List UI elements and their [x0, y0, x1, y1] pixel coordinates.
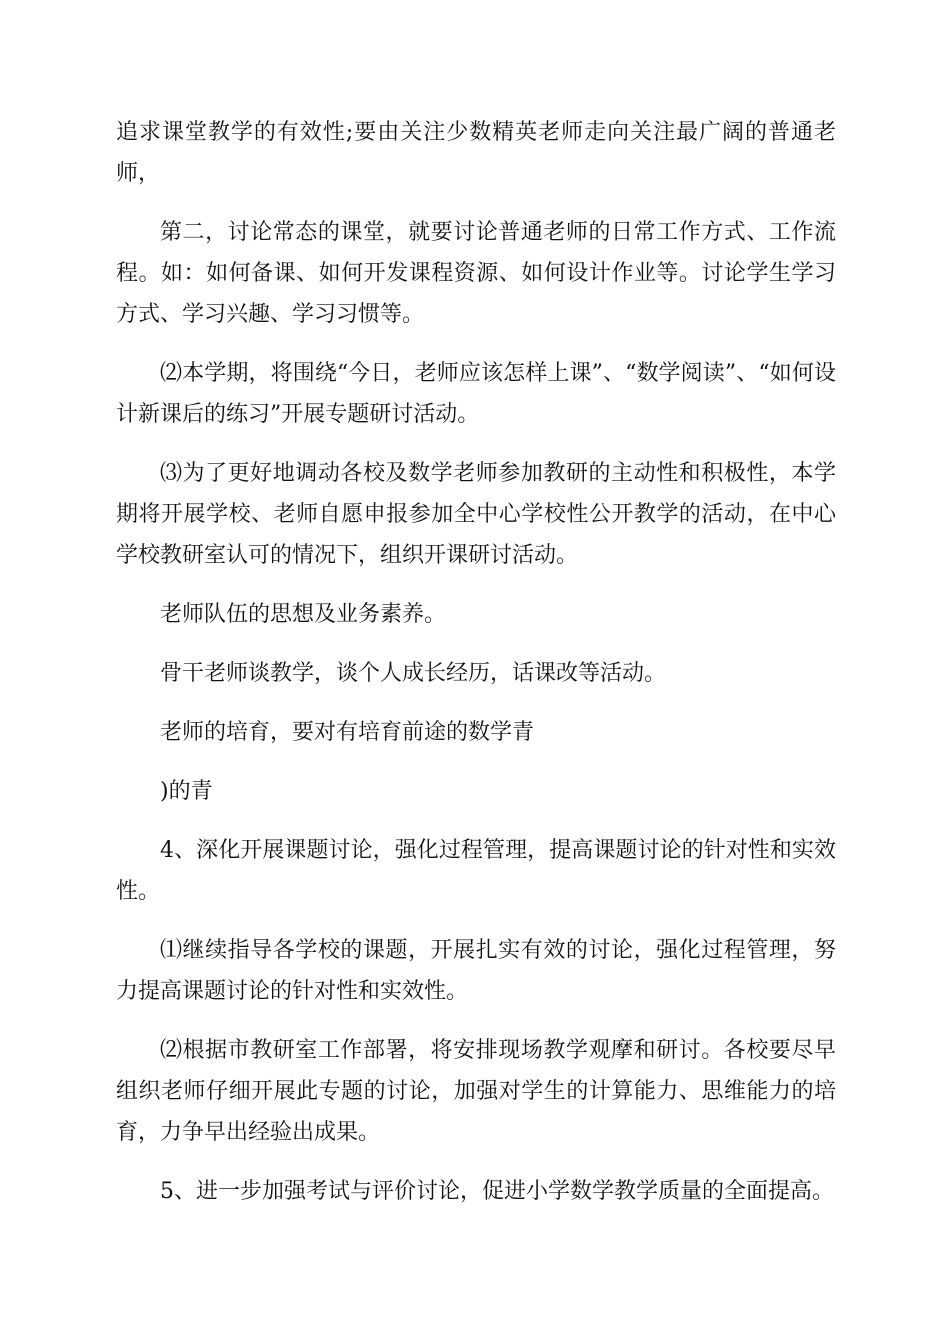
paragraph-5: 老师队伍的思想及业务素养。	[160, 602, 447, 627]
paragraph-1: 追求课堂教学的有效性;要由关注少数精英老师走向关注最广阔的普通老师，	[116, 120, 836, 186]
paragraph-3: ⑵本学期，将围绕“今日，老师应该怎样上课”、“数学阅读”、“如何设计新课后的练习”开展专题研讨活动。	[116, 361, 836, 427]
paragraph-9: 4、深化开展课题讨论，强化过程管理，提高课题讨论的针对性和实效性。	[116, 838, 836, 904]
document-body	[116, 112, 836, 1230]
paragraph-2: 第二，讨论常态的课堂，就要讨论普通老师的日常工作方式、工作流程。如：如何备课、如何开发课程资源、如何设计作业等。讨论学生学习方式、学习兴趣、学习习惯等。	[116, 220, 836, 327]
paragraph-10: ⑴继续指导各学校的课题，开展扎实有效的讨论，强化过程管理，努力提高课题讨论的针对性和实效性。	[116, 938, 836, 1004]
paragraph-4: ⑶为了更好地调动各校及数学老师参加教研的主动性和积极性，本学期将开展学校、老师自愿申报参加全中心学校性公开教学的活动，在中心学校教研室认可的情况下，组织开课研讨活动。	[116, 461, 836, 568]
paragraph-11: ⑵根据市教研室工作部署，将安排现场教学观摩和研讨。各校要尽早组织老师仔细开展此专题的讨论，加强对学生的计算能力、思维能力的培育，力争早出经验出成果。	[116, 1038, 836, 1145]
paragraph-12: 5、进一步加强考试与评价讨论，促进小学数学教学质量的全面提高。	[160, 1179, 834, 1204]
paragraph-6: 骨干老师谈教学，谈个人成长经历，话课改等活动。	[160, 661, 667, 686]
paragraph-7: 老师的培育，要对有培育前途的数学青	[160, 720, 535, 745]
paragraph-8: )的青	[160, 779, 213, 804]
